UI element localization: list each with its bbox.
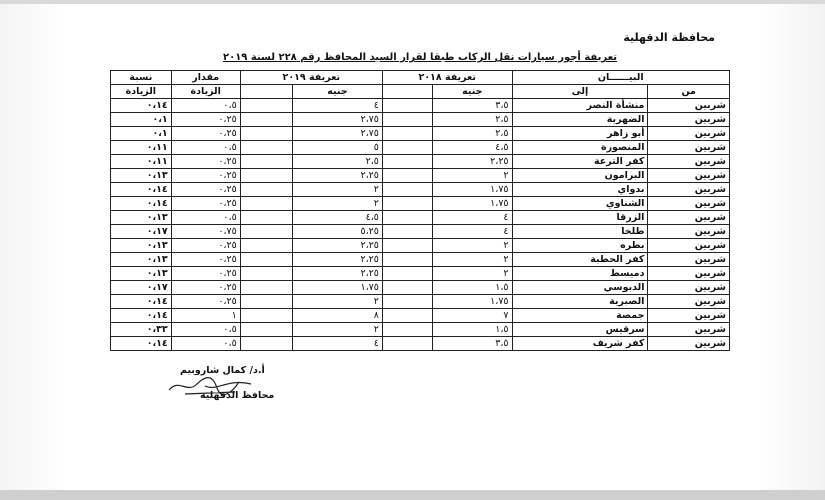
tariff-2018-cell: ١،٧٥	[433, 295, 512, 309]
increase-pct-cell: ٠،١٣	[111, 239, 172, 253]
table-row	[111, 127, 730, 141]
increase-pct-cell: ٠،٣٣	[111, 323, 172, 337]
blank-2019-cell	[240, 127, 292, 141]
blank-2019-cell	[240, 281, 292, 295]
tariff-2019-cell: ٢،٥	[292, 155, 382, 169]
increase-pct-cell: ٠،١٣	[111, 211, 172, 225]
increase-pct-cell: ٠،١	[111, 113, 172, 127]
table-subheader-row	[111, 85, 730, 99]
tariff-2018-cell: ٧	[433, 309, 512, 323]
increase-pct-subheader: الزيادة	[111, 85, 172, 99]
to-cell: سرقيس	[512, 323, 648, 337]
increase-pct-cell: ٠،١٤	[111, 309, 172, 323]
from-cell: شربين	[648, 337, 730, 351]
tariff-2018-cell: ٢،٢٥	[433, 155, 512, 169]
blank-2019-cell	[240, 155, 292, 169]
from-cell: شربين	[648, 295, 730, 309]
document-title: تعريفة أجور سيارات نقل الركاب طبقا لقرار السيد المحافظ رقم ٢٢٨ لسنة ٢٠١٩	[223, 52, 617, 63]
to-cell: دميسط	[512, 267, 648, 281]
from-cell: شربين	[648, 309, 730, 323]
from-cell: شربين	[648, 113, 730, 127]
increase-amount-cell: ٠،٢٥	[171, 239, 240, 253]
blank-2018-cell	[382, 155, 432, 169]
increase-amount-cell: ٠،٥	[171, 141, 240, 155]
table-body	[111, 99, 730, 351]
tariff-2018-cell: ٢،٥	[433, 113, 512, 127]
increase-amount-cell: ٠،٥	[171, 323, 240, 337]
scan-bottom-edge	[0, 490, 825, 500]
blank-2018-cell	[382, 239, 432, 253]
blank-2019-cell	[240, 113, 292, 127]
increase-pct-cell: ٠،١٣	[111, 253, 172, 267]
blank-2018-cell	[382, 127, 432, 141]
to-cell: منشأة النصر	[512, 99, 648, 113]
from-cell: شربين	[648, 183, 730, 197]
tariff-2019-cell: ٢،٢٥	[292, 267, 382, 281]
increase-amount-cell: ٠،٢٥	[171, 295, 240, 309]
blank-2018-cell	[382, 309, 432, 323]
blank-2018-cell	[382, 281, 432, 295]
increase-pct-cell: ٠،١٧	[111, 225, 172, 239]
to-cell: جمصة	[512, 309, 648, 323]
blank-2019-header	[240, 85, 292, 99]
tariff-2019-cell: ٢	[292, 323, 382, 337]
tariff-2018-cell: ١،٧٥	[433, 183, 512, 197]
from-cell: شربين	[648, 281, 730, 295]
tariff-2018-header: تعريفة ٢٠١٨	[382, 71, 512, 85]
blank-2019-cell	[240, 239, 292, 253]
tariff-2018-cell: ٤	[433, 225, 512, 239]
tariff-2019-cell: ٢،٧٥	[292, 113, 382, 127]
from-cell: شربين	[648, 267, 730, 281]
tariff-2018-cell: ٢	[433, 267, 512, 281]
governorate-header: محافظة الدقهلية	[623, 31, 715, 44]
from-cell: شربين	[648, 323, 730, 337]
from-cell: شربين	[648, 99, 730, 113]
blank-2019-cell	[240, 197, 292, 211]
tariff-2019-header: تعريفة ٢٠١٩	[240, 71, 382, 85]
to-cell: كفر الترعة	[512, 155, 648, 169]
tariff-2019-cell: ١،٧٥	[292, 281, 382, 295]
table-row	[111, 295, 730, 309]
tariff-2019-cell: ٤	[292, 337, 382, 351]
tariff-2019-cell: ٢،٢٥	[292, 253, 382, 267]
tariff-2018-cell: ١،٥	[433, 323, 512, 337]
increase-pct-cell: ٠،١٣	[111, 169, 172, 183]
route-header: البيــــــان	[512, 71, 729, 85]
increase-amount-cell: ٠،٢٥	[171, 281, 240, 295]
to-header: إلى	[512, 85, 648, 99]
tariff-2019-cell: ٨	[292, 309, 382, 323]
blank-2019-cell	[240, 169, 292, 183]
tariff-2019-cell: ٤،٥	[292, 211, 382, 225]
from-cell: شربين	[648, 239, 730, 253]
increase-pct-cell: ٠،١٤	[111, 197, 172, 211]
tariff-2019-cell: ٤	[292, 99, 382, 113]
tariff-2019-cell: ٢،٢٥	[292, 169, 382, 183]
increase-pct-cell: ٠،١٤	[111, 337, 172, 351]
blank-2018-cell	[382, 99, 432, 113]
table-row	[111, 267, 730, 281]
table-row	[111, 225, 730, 239]
increase-pct-cell: ٠،١٧	[111, 281, 172, 295]
increase-amount-cell: ٠،٥	[171, 211, 240, 225]
tariff-2019-cell: ٢	[292, 183, 382, 197]
table-header-row	[111, 71, 730, 85]
increase-pct-header: نسبة	[111, 71, 172, 85]
increase-amount-header: مقدار	[171, 71, 240, 85]
from-cell: شربين	[648, 155, 730, 169]
tariff-2019-cell: ٢	[292, 295, 382, 309]
to-cell: كفر شريف	[512, 337, 648, 351]
to-cell: الضهرية	[512, 113, 648, 127]
blank-2018-cell	[382, 211, 432, 225]
blank-2018-cell	[382, 225, 432, 239]
to-cell: بطره	[512, 239, 648, 253]
increase-pct-cell: ٠،١١	[111, 155, 172, 169]
unit-2018-header: جنيه	[433, 85, 512, 99]
table-row	[111, 253, 730, 267]
table-row	[111, 99, 730, 113]
blank-2019-cell	[240, 337, 292, 351]
increase-amount-cell: ٠،٥	[171, 99, 240, 113]
blank-2019-cell	[240, 225, 292, 239]
table-row	[111, 211, 730, 225]
table-row	[111, 197, 730, 211]
increase-pct-cell: ٠،١٤	[111, 99, 172, 113]
tariff-2018-cell: ٣،٥	[433, 99, 512, 113]
blank-2018-cell	[382, 141, 432, 155]
blank-2019-cell	[240, 309, 292, 323]
tariff-2018-cell: ٢	[433, 253, 512, 267]
to-cell: المنصورة	[512, 141, 648, 155]
increase-amount-cell: ٠،٢٥	[171, 183, 240, 197]
from-header: من	[648, 85, 730, 99]
increase-amount-cell: ٠،٢٥	[171, 113, 240, 127]
table-row	[111, 323, 730, 337]
increase-pct-cell: ٠،١١	[111, 141, 172, 155]
from-cell: شربين	[648, 169, 730, 183]
tariff-2019-cell: ٢	[292, 197, 382, 211]
blank-2018-cell	[382, 295, 432, 309]
table-row	[111, 183, 730, 197]
increase-amount-cell: ٠،٧٥	[171, 225, 240, 239]
increase-amount-cell: ٠،٢٥	[171, 155, 240, 169]
to-cell: الشناوي	[512, 197, 648, 211]
blank-2018-cell	[382, 253, 432, 267]
from-cell: شربين	[648, 197, 730, 211]
blank-2018-header	[382, 85, 432, 99]
table-row	[111, 141, 730, 155]
from-cell: شربين	[648, 253, 730, 267]
from-cell: شربين	[648, 211, 730, 225]
to-cell: كفر الحطبة	[512, 253, 648, 267]
increase-pct-cell: ٠،١٤	[111, 183, 172, 197]
tariff-2018-cell: ٢	[433, 169, 512, 183]
unit-2019-header: جنيه	[292, 85, 382, 99]
blank-2018-cell	[382, 169, 432, 183]
signer-name: أ.د/ كمال شاروبيم	[180, 365, 265, 376]
increase-pct-cell: ٠،١	[111, 127, 172, 141]
blank-2018-cell	[382, 337, 432, 351]
signer-title: محافظ الدقهلية	[200, 390, 275, 401]
blank-2018-cell	[382, 323, 432, 337]
tariff-2018-cell: ٤،٥	[433, 141, 512, 155]
blank-2019-cell	[240, 323, 292, 337]
increase-amount-cell: ٠،٢٥	[171, 267, 240, 281]
tariff-2019-cell: ٢،٢٥	[292, 239, 382, 253]
from-cell: شربين	[648, 225, 730, 239]
tariff-2019-cell: ٥	[292, 141, 382, 155]
increase-pct-cell: ٠،١٣	[111, 267, 172, 281]
blank-2018-cell	[382, 197, 432, 211]
blank-2018-cell	[382, 267, 432, 281]
increase-amount-cell: ١	[171, 309, 240, 323]
increase-amount-cell: ٠،٢٥	[171, 253, 240, 267]
increase-pct-cell: ٠،١٤	[111, 295, 172, 309]
from-cell: شربين	[648, 127, 730, 141]
tariff-2018-cell: ٤	[433, 211, 512, 225]
tariff-2018-cell: ١،٥	[433, 281, 512, 295]
increase-amount-cell: ٠،٢٥	[171, 127, 240, 141]
table-row	[111, 113, 730, 127]
to-cell: الدبوسي	[512, 281, 648, 295]
tariff-2018-cell: ٣،٥	[433, 337, 512, 351]
blank-2019-cell	[240, 99, 292, 113]
to-cell: الصبرية	[512, 295, 648, 309]
tariff-2018-cell: ٢،٥	[433, 127, 512, 141]
table-row	[111, 281, 730, 295]
tariff-2018-cell: ١،٧٥	[433, 197, 512, 211]
to-cell: الزرقا	[512, 211, 648, 225]
blank-2018-cell	[382, 113, 432, 127]
blank-2019-cell	[240, 253, 292, 267]
table-row	[111, 239, 730, 253]
table-row	[111, 155, 730, 169]
blank-2019-cell	[240, 267, 292, 281]
blank-2019-cell	[240, 211, 292, 225]
table-row	[111, 309, 730, 323]
tariff-2019-cell: ٢،٧٥	[292, 127, 382, 141]
to-cell: البرامون	[512, 169, 648, 183]
tariff-2018-cell: ٢	[433, 239, 512, 253]
tariff-2019-cell: ٥،٢٥	[292, 225, 382, 239]
to-cell: بدواي	[512, 183, 648, 197]
blank-2019-cell	[240, 141, 292, 155]
increase-amount-cell: ٠،٥	[171, 337, 240, 351]
table-row	[111, 169, 730, 183]
blank-2019-cell	[240, 183, 292, 197]
blank-2018-cell	[382, 183, 432, 197]
blank-2019-cell	[240, 295, 292, 309]
to-cell: أبو زاهر	[512, 127, 648, 141]
from-cell: شربين	[648, 141, 730, 155]
increase-amount-cell: ٠،٢٥	[171, 169, 240, 183]
increase-amount-subheader: الزيادة	[171, 85, 240, 99]
to-cell: طلخا	[512, 225, 648, 239]
tariff-table	[110, 70, 730, 351]
increase-amount-cell: ٠،٢٥	[171, 197, 240, 211]
table-row	[111, 337, 730, 351]
